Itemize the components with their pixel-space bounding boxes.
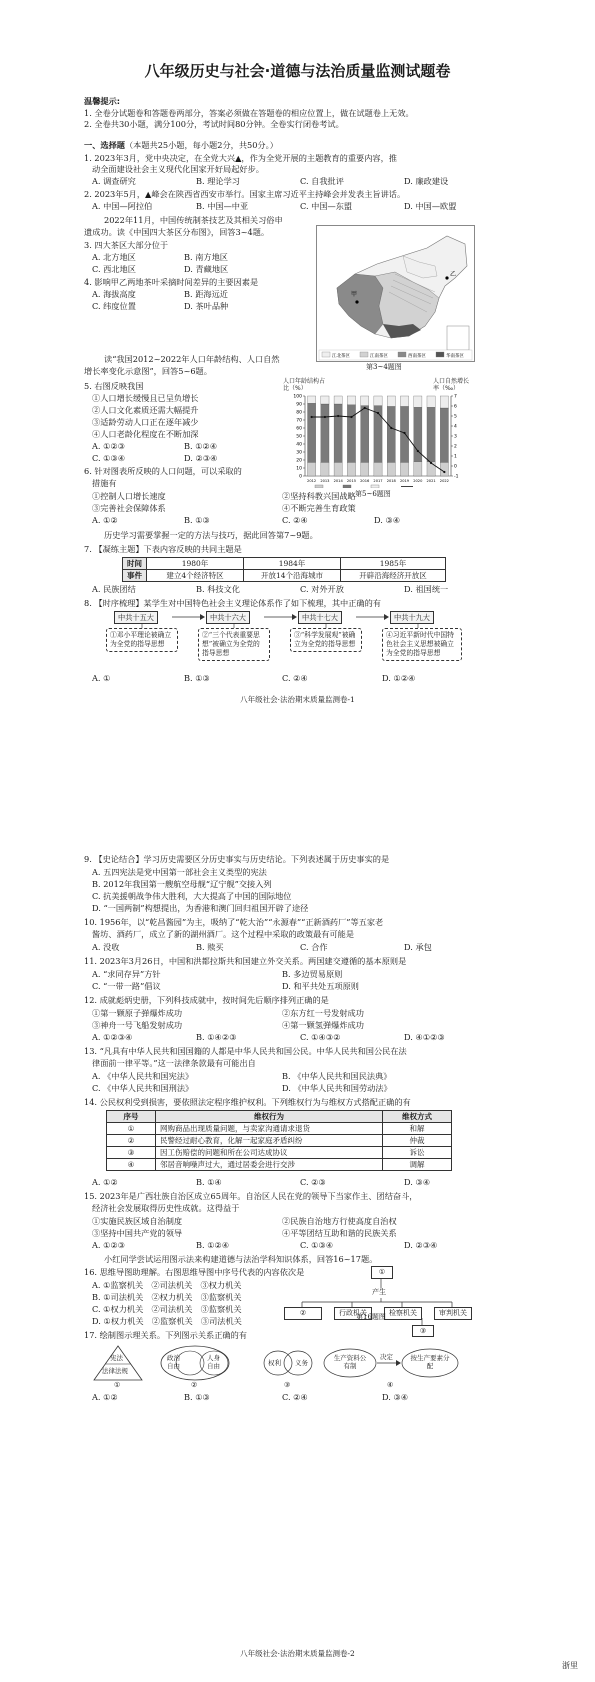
q1-option-b: B. 理论学习	[196, 176, 240, 186]
q7-cell: 开放14个沿海城市	[244, 570, 341, 582]
q8-head-19: 中共十九大	[390, 611, 434, 624]
q17-d2-right: 人身自由	[207, 1354, 220, 1370]
q6-option-d: D. ③④	[374, 515, 401, 525]
map-legend-0: 江北茶区	[332, 354, 350, 359]
exam-page-1	[0, 0, 595, 800]
q14-option-c: C. ②③	[300, 1177, 326, 1187]
chart-ylabel-right: 人口自然增长率（‰）	[433, 378, 470, 392]
map-label-jia: 甲	[351, 291, 358, 298]
q8-card-2: ②“三个代表重要思想”被确立为全党的指导思想	[198, 628, 270, 661]
read-34-line-2: 遗成功。读《中国四大茶区分布图》，回答3~4题。	[84, 227, 270, 237]
map-legend-3: 华南茶区	[446, 354, 464, 359]
q4-option-c: C. 纬度位置	[92, 301, 136, 311]
q7-cell: 建立4个经济特区	[147, 570, 244, 582]
q13-option-a: A. 《中华人民共和国宪法》	[92, 1071, 194, 1081]
q14-option-d: D. ③④	[404, 1177, 431, 1187]
q15-statement-4: ④平等团结互助和谐的民族关系	[282, 1228, 397, 1238]
q8-head-16: 中共十六大	[206, 611, 250, 624]
q12-statement-3: ③神舟一号飞船发射成功	[92, 1020, 183, 1030]
q5-option-b: B. ①②④	[184, 441, 218, 451]
q12-statement-1: ①第一颗原子弹爆炸成功	[92, 1008, 183, 1018]
q1-option-d: D. 廉政建设	[404, 176, 449, 186]
q4-option-a: A. 海拔高度	[92, 289, 136, 299]
read-56-line-2: 增长率变化示意图”，回答5~6题。	[84, 366, 212, 376]
chart-x-tick-label: 2021	[426, 479, 436, 483]
q14-cell: 网购商品出现质量问题，与卖家沟通请求退货	[156, 1123, 383, 1135]
q9-option-d: D. “一国两制”构想提出，为香港和澳门回归祖国开辟了途径	[92, 903, 309, 913]
q7-cell: 1985年	[341, 558, 446, 570]
chart-tick-label-left: 70	[296, 418, 302, 424]
q14-cell: ③	[107, 1147, 156, 1159]
q6-statement-4: ④不断完善生育政策	[282, 503, 356, 513]
q5-statement-2: ②人口文化素质还需大幅提升	[92, 405, 199, 415]
q2-stem: 2. 2023年5月，▲峰会在陕西省西安市举行。国家主席习近平主持峰会并发表主旨讲话。	[84, 189, 406, 199]
q12-option-a: A. ①②③④	[92, 1032, 133, 1042]
q14-cell: ②	[107, 1135, 156, 1147]
q6-stem-2: 措施有	[92, 478, 117, 488]
q17-d3-right: 义务	[295, 1359, 308, 1367]
q8-head-15: 中共十五大	[114, 611, 158, 624]
q16-node-2: ②	[284, 1307, 322, 1320]
q1-stem-2: 动全面建设社会主义现代化国家开好局起好步。	[92, 164, 264, 174]
q16-mind-map	[282, 1264, 482, 1336]
q15-option-c: C. ①③④	[300, 1240, 334, 1250]
q17-d1-top: 宪法	[110, 1354, 123, 1362]
q7-option-b: B. 科技文化	[196, 584, 240, 594]
chart-tick-label-left: 100	[293, 394, 302, 400]
q14-cell: 诉讼	[383, 1147, 452, 1159]
q7-option-c: C. 对外开放	[300, 584, 344, 594]
q1-option-c: C. 自我批评	[300, 176, 344, 186]
map-legend-1: 江南茶区	[370, 354, 388, 359]
q4-option-b: B. 距海远近	[184, 289, 228, 299]
q13-stem-2: 律面前一律平等。”这一法律条款最有可能出自	[92, 1058, 256, 1068]
q16-produce-label: 产生	[372, 1288, 386, 1296]
chart-tick-label-left: 80	[296, 410, 302, 416]
q17-d4-left: 生产资料公有制	[333, 1354, 367, 1370]
table-row	[107, 1135, 452, 1147]
chart-tick-label-left: 50	[296, 434, 302, 440]
chart-caption: 第5~6题图	[355, 490, 391, 498]
q4-option-d: D. 茶叶品种	[184, 301, 229, 311]
q6-statement-3: ③完善社会保障体系	[92, 503, 166, 513]
q16-option-c: C. ①权力机关 ②司法机关 ③监察机关	[92, 1304, 242, 1314]
q17-label-1: ①	[114, 1381, 121, 1389]
q9-option-a: A. 五四宪法是党中国第一部社会主义类型的宪法	[92, 867, 267, 877]
q7-cell: 事件	[123, 570, 147, 582]
q13-option-d: D. 《中华人民共和国劳动法》	[282, 1083, 392, 1093]
q6-stem-1: 6. 针对图表所反映的人口问题，可以采取的	[84, 466, 242, 476]
chart-x-tick-label: 2016	[360, 479, 370, 483]
q14-option-b: B. ①④	[196, 1177, 222, 1187]
map-legend-2: 西南茶区	[408, 354, 426, 359]
q5-statement-1: ①人口增长缓慢且已呈负增长	[92, 393, 199, 403]
chart-tick-label-right: 5	[454, 414, 457, 420]
q3-option-d: D. 青藏地区	[184, 264, 229, 274]
q5-option-d: D. ②③④	[184, 453, 218, 463]
q9-stem: 9. 【史论结合】学习历史需要区分历史事实与历史结论。下列表述属于历史事实的是	[84, 854, 390, 864]
q17-option-c: C. ②④	[282, 1392, 308, 1402]
chart-tick-label-left: 20	[296, 458, 302, 464]
q17-d1-bottom: 法律法规	[102, 1367, 128, 1375]
read-56-line-1: 读“我国2012~2022年人口年龄结构、人口自然	[104, 354, 280, 364]
q12-statement-4: ④第一颗氢弹爆炸成功	[282, 1020, 364, 1030]
q14-cell: 民警经过耐心教育，化解一起家庭矛盾纠纷	[156, 1135, 383, 1147]
chart-x-tick-label: 2014	[333, 479, 343, 483]
q12-statement-2: ②东方红一号发射成功	[282, 1008, 364, 1018]
q10-stem-1: 10. 1956年，以“乾昌酱园”为主，吸纳了“乾大治”“永源春”“正新酒药厂”等五家老	[84, 917, 384, 927]
q10-stem-2: 酱坊、酒药厂，成立了新的湖州酒厂。这个过程中采取的政策最有可能是	[92, 929, 355, 939]
q1-stem-1: 1. 2023年3月，党中央决定，在全党大兴▲，作为全党开展的主题教育的重要内容，推	[84, 153, 397, 163]
q5-option-c: C. ①③④	[92, 453, 126, 463]
chart-tick-label-left: 0	[299, 474, 302, 480]
q3-option-c: C. 西北地区	[92, 264, 136, 274]
q15-stem-2: 经济社会发展取得历史性成就。这得益于	[92, 1203, 240, 1213]
q7-stem: 7. 【凝练主题】下表内容反映的共同主题是	[84, 544, 242, 554]
chart-tick-label-left: 40	[296, 442, 302, 448]
chart-tick-label-right: 7	[454, 394, 457, 400]
q8-option-b: B. ①③	[184, 673, 210, 683]
q17-option-b: B. ①③	[184, 1392, 210, 1402]
q17-stem: 17. 绘制图示理关系。下列图示关系正确的有	[84, 1330, 247, 1340]
q3-option-b: B. 南方地区	[184, 252, 228, 262]
q8-option-c: C. ②④	[282, 673, 308, 683]
chart-tick-label-left: 30	[296, 450, 302, 456]
chart-tick-label-right: 0	[454, 464, 457, 470]
q9-option-b: B. 2012年我国第一艘航空母舰“辽宁舰”交接入列	[92, 879, 272, 889]
q2-option-c: C. 中国—东盟	[300, 201, 353, 211]
q17-option-a: A. ①②	[92, 1392, 118, 1402]
q17-label-2: ②	[191, 1381, 198, 1389]
q14-table	[106, 1110, 452, 1171]
q12-stem: 12. 成就彪炳史册，下列科技成就中，按时间先后顺序排列正确的是	[84, 995, 329, 1005]
q4-stem: 4. 影响甲乙两地茶叶采摘时间差异的主要因素是	[84, 277, 259, 287]
q14-header-cell: 维权方式	[383, 1111, 452, 1123]
q10-option-c: C. 合作	[300, 942, 328, 952]
q17-d4-mid: 决定	[380, 1353, 393, 1361]
q16-option-a: A. ①监察机关 ②司法机关 ③权力机关	[92, 1280, 242, 1290]
q10-option-d: D. 承包	[404, 942, 432, 952]
section-1-heading: 一、选择题	[84, 140, 125, 150]
q7-option-d: D. 祖国统一	[404, 584, 449, 594]
tips-heading: 温馨提示:	[84, 96, 121, 106]
section-1-note: （本题共25小题，每小题2分，共50分。）	[124, 140, 278, 150]
q6-option-a: A. ①②	[92, 515, 118, 525]
exam-title: 八年级历史与社会·道德与法治质量监测试题卷	[144, 62, 451, 80]
chart-tick-label-right: 4	[454, 424, 457, 430]
q11-option-d: D. 和平共处五项原则	[282, 981, 359, 991]
q14-table-header	[107, 1111, 452, 1123]
q8-option-d: D. ①②④	[382, 673, 416, 683]
q16-option-d: D. ①权力机关 ②监察机关 ③司法机关	[92, 1316, 242, 1326]
q9-option-c: C. 抗美援朝战争伟大胜利，大大提高了中国的国际地位	[92, 891, 292, 901]
q3-option-a: A. 北方地区	[92, 252, 136, 262]
q14-stem: 14. 公民权利受到损害，要依照法定程序维护权利。下列维权行为与维权方式搭配正确的有	[84, 1097, 411, 1107]
q17-option-d: D. ③④	[382, 1392, 409, 1402]
q3-stem: 3. 四大茶区大部分位于	[84, 240, 169, 250]
q8-option-a: A. ①	[92, 673, 111, 683]
q5-statement-3: ③适龄劳动人口正在逐年减少	[92, 417, 199, 427]
q17-diagrams	[90, 1344, 490, 1390]
chart-tick-label-left: 60	[296, 426, 302, 432]
chart-ylabel-left: 人口年龄结构占比（%）	[283, 378, 326, 392]
q14-header-cell: 序号	[107, 1111, 156, 1123]
q16-stem: 16. 思维导图助理解。右图思维导图中序号代表的内容依次是	[84, 1267, 305, 1277]
q5-statement-4: ④人口老龄化程度在不断加深	[92, 429, 199, 439]
chart-tick-label-right: -1	[454, 474, 459, 480]
q5-stem: 5. 右图反映我国	[84, 381, 144, 391]
tips-line-1: 1. 全卷分试题卷和答题卷两部分，答案必须做在答题卷的相应位置上，做在试题卷上无效。	[84, 108, 414, 118]
q16-node-admin: 行政机关	[334, 1307, 372, 1320]
q17-d3-left: 权利	[268, 1359, 281, 1367]
q14-cell: 邻居音响噪声过大，通过居委会进行交涉	[156, 1159, 383, 1171]
q7-cell: 1980年	[147, 558, 244, 570]
read-79-line: 历史学习需要掌握一定的方法与技巧，据此回答第7~9题。	[104, 530, 318, 540]
q7-cell: 开辟沿海经济开放区	[341, 570, 446, 582]
q14-cell: ④	[107, 1159, 156, 1171]
q13-stem-1: 13. “凡具有中华人民共和国国籍的人都是中华人民共和国公民。中华人民共和国公民在法	[84, 1046, 407, 1056]
table-row	[107, 1147, 452, 1159]
q13-option-c: C. 《中华人民共和国刑法》	[92, 1083, 194, 1093]
q17-label-4: ④	[387, 1381, 394, 1389]
q16-caption: 第16题图	[356, 1313, 386, 1321]
q14-cell: ①	[107, 1123, 156, 1135]
chart-tick-label-left: 10	[296, 466, 302, 472]
q16-node-court: 审判机关	[434, 1307, 472, 1320]
q11-option-c: C. “一带一路”倡议	[92, 981, 161, 991]
chart-x-tick-label: 2022	[439, 479, 449, 483]
chart-tick-label-right: 2	[454, 444, 457, 450]
q15-statement-3: ③坚持中国共产党的领导	[92, 1228, 183, 1238]
map-caption: 第3~4题图	[366, 363, 402, 371]
q12-option-b: B. ①④②③	[196, 1032, 237, 1042]
chart-x-tick-label: 2018	[386, 479, 396, 483]
chart-x-tick-label: 2015	[346, 479, 357, 483]
q13-option-b: B. 《中华人民共和国民法典》	[282, 1071, 392, 1081]
q14-cell: 和解	[383, 1123, 452, 1135]
q15-statement-2: ②民族自治地方行使高度自治权	[282, 1216, 397, 1226]
q6-option-c: C. ②④	[282, 515, 308, 525]
q16-node-1: ①	[371, 1266, 393, 1279]
exam-page-2	[0, 800, 595, 1682]
q12-option-c: C. ①④③②	[300, 1032, 341, 1042]
q14-option-a: A. ①②	[92, 1177, 118, 1187]
q12-option-d: D. ④①②③	[404, 1032, 445, 1042]
chart-x-tick-label: 2019	[399, 479, 410, 483]
chart-x-tick-label: 2017	[373, 479, 383, 483]
q15-option-a: A. ①②③	[92, 1240, 126, 1250]
chart-tick-label-right: 6	[454, 404, 457, 410]
page-1-footer: 八年级社会·法治期末质量监测卷-1	[240, 695, 355, 704]
map-label-yi: 乙	[450, 271, 457, 278]
q11-stem: 11. 2023年3月26日，中国和洪都拉斯共和国建立外交关系。两国建交遵循的基本原则是	[84, 956, 407, 966]
q14-cell: 仲裁	[383, 1135, 452, 1147]
q10-option-a: A. 没收	[92, 942, 120, 952]
q7-cell: 时间	[123, 558, 147, 570]
q17-d2-left: 政治自由	[167, 1354, 180, 1370]
q11-option-b: B. 多边贸易原则	[282, 969, 343, 979]
q16-option-b: B. ①司法机关 ②权力机关 ③监察机关	[92, 1292, 242, 1302]
q6-statement-2: ②坚持科教兴国战略	[282, 491, 356, 501]
q6-statement-1: ①控制人口增长速度	[92, 491, 166, 501]
q11-option-a: A. “求同存异”方针	[92, 969, 161, 979]
q1-option-a: A. 调查研究	[92, 176, 136, 186]
q16-node-procuratorate: 检察机关	[384, 1307, 422, 1320]
q14-cell: 因工伤赔偿的问题和所在公司达成协议	[156, 1147, 383, 1159]
chart-x-tick-label: 2012	[307, 479, 317, 483]
q15-option-d: D. ②③④	[404, 1240, 438, 1250]
q8-card-4: ④习近平新时代中国特色社会主义思想被确立为全党的指导思想	[382, 628, 462, 661]
q10-option-b: B. 赎买	[196, 942, 224, 952]
q2-option-d: D. 中国—欧盟	[404, 201, 457, 211]
q14-cell: 调解	[383, 1159, 452, 1171]
corner-watermark-text: 浙里	[562, 1661, 578, 1670]
q17-d4-right: 按生产要素分配	[410, 1354, 450, 1370]
q8-card-1: ①邓小平理论被确立为全党的指导思想	[106, 628, 178, 652]
q2-option-b: B. 中国—中亚	[196, 201, 249, 211]
read-34-line-1: 2022年11月，中国传统制茶技艺及其相关习俗申	[104, 215, 283, 225]
chart-tick-label-left: 90	[296, 402, 302, 408]
q16-node-3: ③	[412, 1325, 434, 1337]
q8-card-3: ③“科学发展观”被确立为全党的指导思想	[290, 628, 362, 652]
chart-tick-label-right: 1	[454, 454, 457, 460]
table-row	[107, 1159, 452, 1171]
q5-option-a: A. ①②③	[92, 441, 126, 451]
q7-cell: 1984年	[244, 558, 341, 570]
q15-option-b: B. ①②④	[196, 1240, 230, 1250]
read-1617-line: 小红同学尝试运用图示法来构建道德与法治学科知识体系，回答16~17题。	[104, 1254, 378, 1264]
q15-statement-1: ①实施民族区域自治制度	[92, 1216, 183, 1226]
q14-header-cell: 维权行为	[156, 1111, 383, 1123]
chart-x-tick-label: 2013	[320, 479, 330, 483]
q2-option-a: A. 中国—阿拉伯	[92, 201, 153, 211]
chart-tick-label-right: 3	[454, 434, 457, 440]
q8-stem: 8. 【时序梳理】某学生对中国特色社会主义理论体系作了如下梳理，其中正确的有	[84, 598, 381, 608]
q6-option-b: B. ①③	[184, 515, 210, 525]
q15-stem-1: 15. 2023年是广西壮族自治区成立65周年。自治区人民在党的领导下当家作主、团结奋斗，	[84, 1191, 418, 1201]
tips-line-2: 2. 全卷共30小题，满分100分，考试时间80分钟。全卷实行闭卷考试。	[84, 119, 344, 129]
q17-label-3: ③	[284, 1381, 291, 1389]
q7-option-a: A. 民族团结	[92, 584, 136, 594]
chart-x-tick-label: 2020	[413, 479, 423, 483]
q8-head-17: 中共十七大	[298, 611, 342, 624]
page-2-footer: 八年级社会·法治期末质量监测卷-2	[240, 1649, 355, 1658]
table-row	[107, 1123, 452, 1135]
